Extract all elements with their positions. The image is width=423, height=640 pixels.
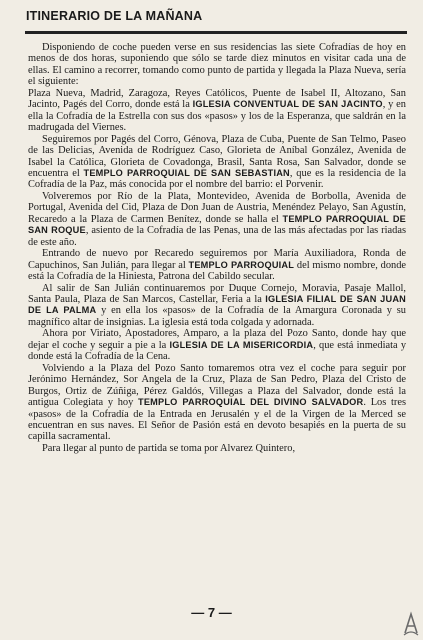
page-title: ITINERARIO DE LA MAÑANA (26, 9, 203, 23)
paragraph-8: Para llegar al punto de partida se toma por Alvarez Quintero, (42, 442, 296, 454)
paragraph-3: Volveremos por Río de la Plata, Montevideo, Avenida de Borbolla, Avenida de Portugal, Avenida del Cid, Plaza de Don Juan de Austria, Menéndez Pelayo, San Agustín, Recaredo a la Plaza de Carmen Benítez, donde se halla el TEMPLO PARROQUIAL DE SAN ROQUE, asiento de la Cofradía de las Penas, una de las más afectadas por las riadas de este año. (28, 190, 406, 248)
church-name: IGLESIA FILIAL DE SAN JUAN DE LA PALMA (28, 293, 406, 316)
paragraph-7: Volviendo a la Plaza del Pozo Santo tomaremos otra vez el coche para seguir por Jerónimo Hernández, Sor Angela de la Cruz, Plaza de San Pedro, Plaza del Cristo de Burgos, Ortiz de Zúñiga, Pérez Galdós, Villegas a Plaza del Salvador, donde está la antigua Colegiata y hoy TEMPLO PARROQUIAL DEL DIVINO SALVADOR. Los tres «pasos» de la Cofradía de la Entrada en Jerusalén y el de la Virgen de la Merced se encuentran en sus naves. El Señor de Pasión está en devoto besapiés en la puerta de su capilla sacramental. (28, 362, 406, 443)
title-underline (25, 31, 407, 34)
church-name: IGLESIA DE LA MISERICORDIA (169, 339, 314, 350)
church-name: IGLESIA CONVENTUAL DE SAN JACINTO (192, 99, 383, 110)
paragraph-5: Al salir de San Julián continuaremos por Duque Cornejo, Moravia, Pasaje Mallol, Santa Paula, Plaza de San Marcos, Castellar, Feria a la IGLESIA FILIAL DE SAN JUAN DE LA PALMA y en ella los «pasos» de la Cofradía de la Amargura Coronada y su magnífico altar de insignias. La iglesia está toda colgada y adornada. (28, 282, 406, 328)
paragraph-6: Ahora por Viriato, Apostadores, Amparo, a la plaza del Pozo Santo, donde hay que dejar el coche y seguir a pie a la IGLESIA DE LA MISERICORDIA, que está inmediata y donde está la Cofradía de la Cena. (28, 328, 407, 363)
body-text (28, 42, 406, 454)
paragraph-4: Entrando de nuevo por Recaredo seguiremos por María Auxiliadora, Ronda de Capuchinos, San Julián, para llegar al TEMPLO PARROQUIAL del mismo nombre, donde está la Cofradía de la Hiniesta, Patrona del Cabildo secular. (28, 248, 407, 283)
page-number: — 7 — (191, 605, 232, 620)
church-name: TEMPLO PARROQUIAL DE SAN SEBASTIAN (83, 167, 290, 178)
paragraph-2: Seguiremos por Pagés del Corro, Génova, Plaza de Cuba, Puente de San Telmo, Paseo de las Delicias, Avenida de Rodríguez Caso, Glorieta de Aníbal González, Avenida de Isabel la Católica, Glorieta de Covadonga, Brasil, Santa Rosa, San Salvador, donde se encuentra el TEMPLO PARROQUIAL DE SAN SEBASTIAN, que es la residencia de la Cofradía de la Paz, más conocida por el nombre del barrio: el Porvenir. (28, 133, 407, 191)
paragraph-1: Disponiendo de coche pueden verse en sus residencias las siete Cofradías de hoy en menos de dos horas, suponiendo que sólo se tarde diez minutos en visitar cada una de ellas. El camino a recorrer, tomando como punto de partida y llegada la Plaza Nueva, sería el siguiente: Plaza Nueva, Madrid, Zaragoza, Reyes Católicos, Puente de Isabel II, Altozano, San Jacinto, Pagés del Corro, donde está la IGLESIA CONVENTUAL DE SAN JACINTO, y en ella la Cofradía de la Estrella con sus dos «pasos» y los de la Esperanza, que saldrán en la madrugada del Viernes. (28, 42, 406, 134)
church-name: TEMPLO PARROQUIAL DEL DIVINO SALVADOR (138, 397, 364, 408)
church-name: TEMPLO PARROQUIAL (188, 259, 295, 270)
watermark-logo-icon (401, 611, 421, 637)
church-name: TEMPLO PARROQUIAL DE SAN ROQUE (28, 213, 406, 236)
